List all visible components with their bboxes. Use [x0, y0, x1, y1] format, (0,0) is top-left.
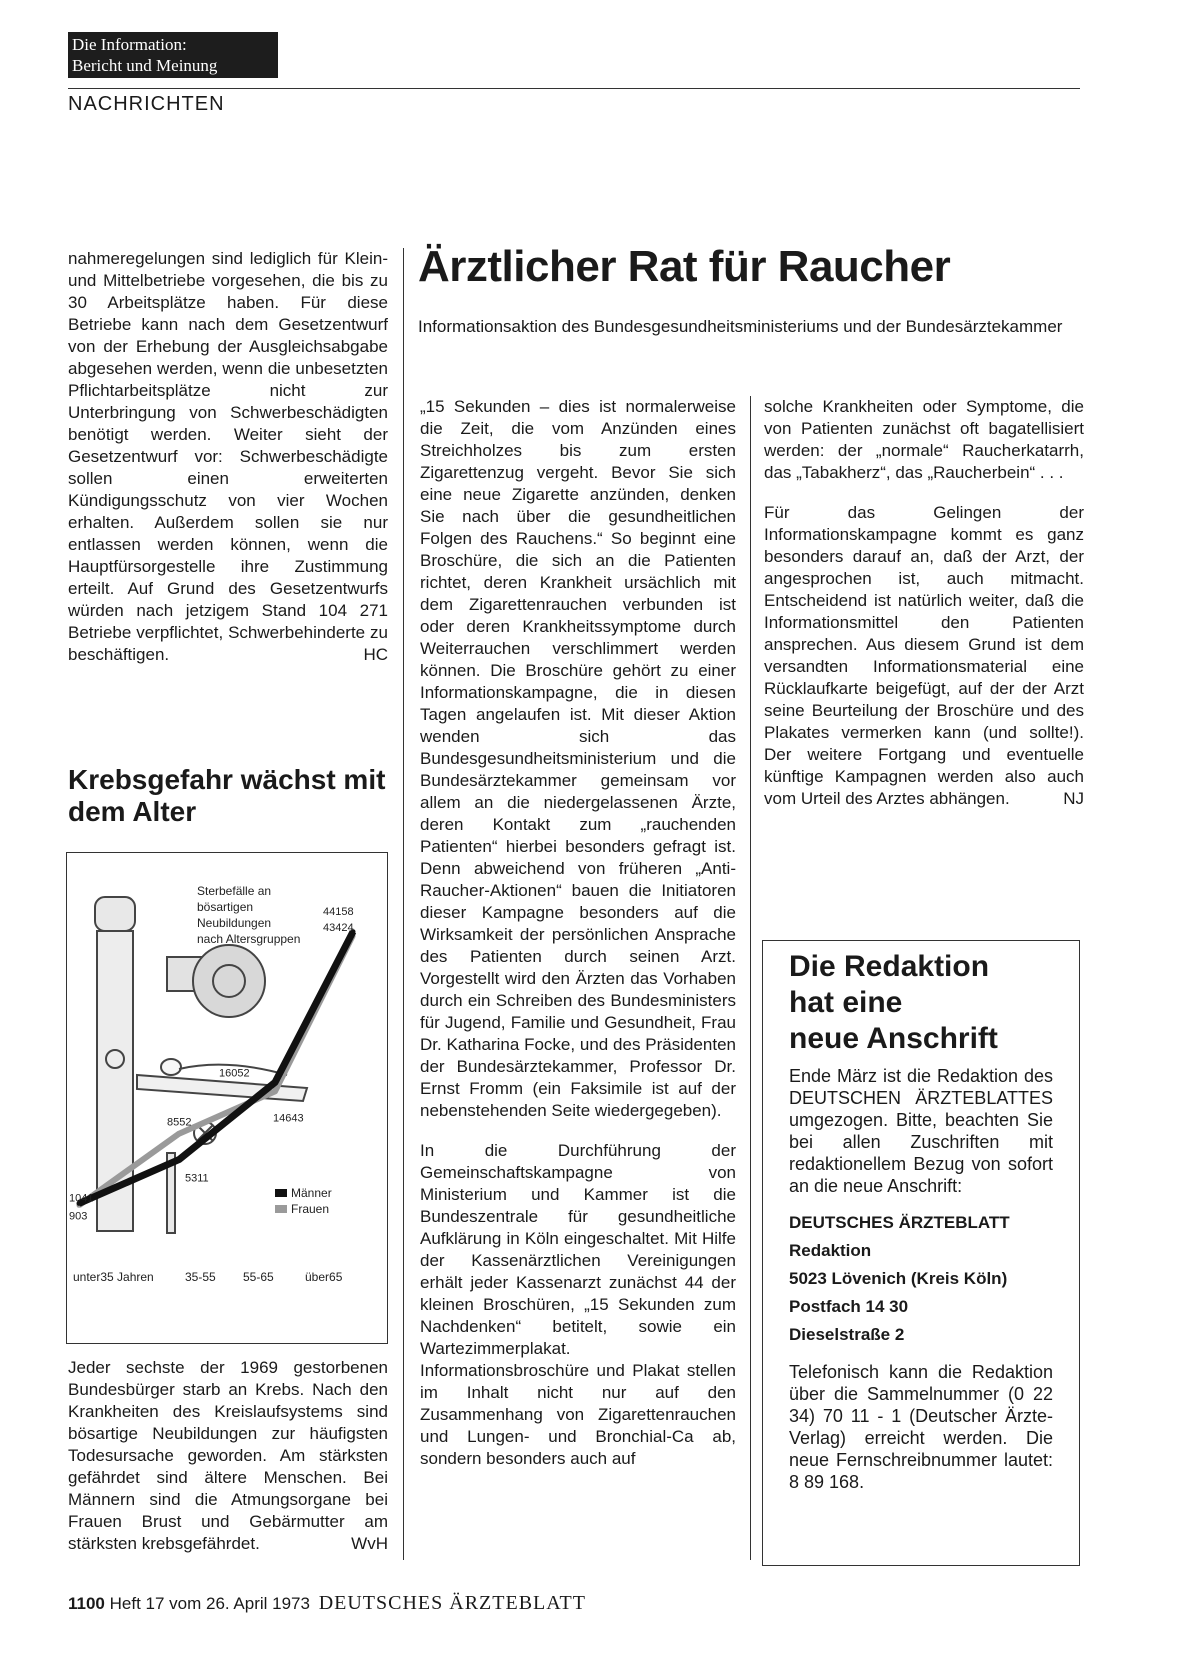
data-label: 5311: [185, 1172, 209, 1185]
raucher-paragraph-2: In die Durchführung der Gemeinschaftskampagne von Ministerium und Kammer ist die Bundeszentrale für gesundheitliche Aufklärung in Köln eingeschaltet. Mit Hilfe der Kassenärztlichen Vereinigungen erhält jeder Kassenarzt zunächst 44 der kleinen Broschüren, „15 Sekunden zum Nachdenken“ betitelt, sowie ein Wartezimmerplakat. Informationsbroschüre und Plakat stellen im Inhalt nicht nur auf den Zusammenhang von Zigarettenrauchen und Lungen- und Bronchial-Ca ab, sondern besonders auch auf: [420, 1141, 736, 1468]
magazine-name: DEUTSCHES ÄRZTEBLATT: [318, 1592, 586, 1614]
masthead: [68, 32, 278, 78]
issue-info: Heft 17 vom 26. April 1973: [109, 1594, 310, 1613]
address-line-4: Postfach 14 30: [789, 1297, 909, 1316]
data-point: [177, 1157, 182, 1162]
article-continuation: [68, 248, 388, 666]
raucher-subheadline: Informationsaktion des Bundesgesundheitsministeriums und der Bundesärztekammer: [418, 317, 1063, 336]
raucher-paragraph-3: solche Krankheiten oder Symptome, die von Patienten zunächst oft bagatellisiert werden: der „normale“ Raucherkatarrh, das „Tabakherz“, das „Raucherbein“ . . .: [764, 397, 1084, 482]
legend-label-women: Frauen: [291, 1202, 330, 1216]
raucher-headline: Ärztlicher Rat für Raucher: [418, 242, 951, 291]
notice-paragraph-1: Ende März ist die Redaktion des DEUTSCHEN ÄRZTEBLATTES umgezogen. Bitte, beachten Sie bei allen Zuschriften mit redaktionellem Bezug von sofort an die neue Anschrift:: [789, 1066, 1053, 1196]
top-rule: [68, 88, 1080, 89]
raucher-column-3: [764, 396, 1084, 810]
notice-headline-line-2: hat eine: [789, 986, 903, 1019]
page-footer: [68, 1592, 586, 1615]
notice-address: [789, 1209, 1053, 1349]
notice-headline-line-1: Die Redaktion: [789, 950, 990, 983]
signature-nj: NJ: [1063, 789, 1084, 808]
address-notice-box: [762, 940, 1080, 1566]
x-tick-label: unter35 Jahren: [73, 1270, 154, 1284]
data-label: 16052: [219, 1067, 250, 1080]
data-point: [177, 1131, 182, 1136]
data-label: 1041: [69, 1192, 94, 1205]
x-tick-label: 55-65: [243, 1270, 274, 1284]
page-number: 1100: [68, 1594, 105, 1613]
section-label: NACHRICHTEN: [68, 93, 225, 115]
data-point: [273, 1089, 278, 1094]
chart-caption-line: Sterbefälle an: [197, 884, 272, 898]
x-tick-label: 35-55: [185, 1270, 216, 1284]
data-label: 8552: [167, 1116, 192, 1129]
address-line-3: 5023 Lövenich (Kreis Köln): [789, 1269, 1008, 1288]
masthead-line-1: Die Information:: [72, 35, 187, 54]
column-divider-1: [403, 248, 404, 1560]
notice-paragraph-2: Telefonisch kann die Redaktion über die Sammelnummer (0 22 34) 70 11 - 1 (Deutscher Ärzte-Verlag) erreicht werden. Die neue Fernschreibnummer lautet: 8 89 168.: [789, 1362, 1053, 1492]
signature-wvh: WvH: [351, 1534, 388, 1553]
legend-swatch-men: [275, 1189, 287, 1197]
notice-headline-line-3: neue Anschrift: [789, 1022, 998, 1055]
column-divider-2: [750, 396, 751, 1560]
chart-caption-line: bösartigen: [197, 900, 254, 914]
x-tick-label: über65: [305, 1270, 343, 1284]
chart-caption-line: nach Altersgruppen: [197, 932, 301, 946]
krebs-headline: Krebsgefahr wächst mit dem Alter: [68, 764, 386, 827]
address-line-2: Redaktion: [789, 1241, 872, 1260]
chart-svg: [67, 853, 387, 1343]
data-label: 903: [69, 1210, 88, 1223]
raucher-paragraph-4: Für das Gelingen der Informationskampagne kommt es ganz besonders darauf an, daß der Arzt, der angesprochen ist, auch mitmacht. Entscheidend ist natürlich weiter, daß die Informationsmittel den Patienten ansprechen. Aus diesem Grund ist dem versandten Informationsmaterial eine Rücklaufkarte beigefügt, auf der der Arzt seine Beurteilung der Broschüre und des Plakates vermerken kann (und sollte!). Der weitere Fortgang und eventuelle künftige Kampagnen werden also auch vom Urteil des Arztes abhängen.: [764, 503, 1084, 808]
continuation-text: nahmeregelungen sind lediglich für Klein- und Mittelbetriebe vorgesehen, die bis zu 30 Arbeitsplätze haben. Für diese Betriebe kann nach dem Gesetzentwurf von der Erhebung der Ausgleichsabgabe abgesehen werden, wenn die unbesetzten Pflichtarbeitsplätze nicht zur Unterbringung von Schwerbeschädigten benötigt werden. Weiter sieht der Gesetzentwurf vor: Schwerbeschädigte sollen einen erweiterten Kündigungsschutz von vier Wochen erhalten. Außerdem sollen sie nur entlassen werden können, wenn die Hauptfürsorgestelle ihre Zustimmung erteilt. Auf Grund des Gesetzentwurfs würden nach jetzigem Stand 104 271 Betriebe verpflichtet, Schwerbehinderte zu beschäftigen.: [68, 249, 388, 664]
data-label: 44158: [323, 906, 354, 918]
data-label: 43424: [323, 922, 354, 934]
signature-hc: HC: [363, 645, 388, 664]
cancer-chart: [66, 852, 388, 1344]
masthead-line-2: Bericht und Meinung: [72, 56, 218, 75]
notice-headline: [789, 949, 1053, 1057]
krebs-text: Jeder sechste der 1969 gestorbenen Bundesbürger starb an Krebs. Nach den Krankheiten des Kreislaufsystems sind bösartige Neubildungen zur häufigsten Todesursache geworden. Am stärksten gefährdet sind ältere Menschen. Bei Männern sind die Atmungsorgane bei Frauen Brust und Gebärmutter am stärksten krebsgefährdet.: [68, 1358, 388, 1553]
address-line-1: DEUTSCHES ÄRZTEBLATT: [789, 1213, 1010, 1232]
raucher-column-2: [420, 396, 736, 1470]
legend-swatch-women: [275, 1205, 287, 1213]
raucher-paragraph-1: „15 Sekunden – dies ist normalerweise die Zeit, die vom Anzünden eines Streichholzes bis zum ersten Zigarettenzug vergeht. Bevor Sie sich eine neue Zigarette anzünden, denken Sie nach über die gesundheitlichen Folgen des Rauchens.“ So beginnt eine Broschüre, die sich an die Patienten richtet, deren Krankheit ursächlich mit dem Zigarettenrauchen verbunden ist oder deren Krankheitssymptome durch Weiterrauchen verschlimmert werden können. Die Broschüre gehört zu einer Informationskampagne, die in diesen Tagen angelaufen ist. Mit dieser Aktion wenden sich das Bundesgesundheitsministerium und die Bundesärztekammer gemeinsam vor allem an die niedergelassenen Ärzte, deren Kontakt zum „rauchenden Patienten“ hierbei besonders gefragt ist. Denn abweichend von früheren „Anti-Raucher-Aktionen“ bauen die Initiatoren dieser Kampagne besonders auf die Wirksamkeit der persönlichen Ansprache des Patienten durch seinen Arzt. Vorgestellt wird den Ärzten das Vorhaben durch ein Schreiben des Bundesministers für Jugend, Familie und Gesundheit, Frau Dr. Katharina Focke, und des Präsidenten der Bundesärztekammer, Professor Dr. Ernst Fromm (ein Faksimile ist auf der nebenstehenden Seite wiedergegeben).: [420, 397, 736, 1120]
legend-label-men: Männer: [291, 1186, 332, 1200]
krebs-article: [68, 1357, 388, 1555]
address-line-5: Dieselstraße 2: [789, 1325, 905, 1344]
chart-caption-line: Neubildungen: [197, 916, 272, 930]
data-label: 14643: [273, 1112, 304, 1125]
data-point: [273, 1080, 278, 1085]
